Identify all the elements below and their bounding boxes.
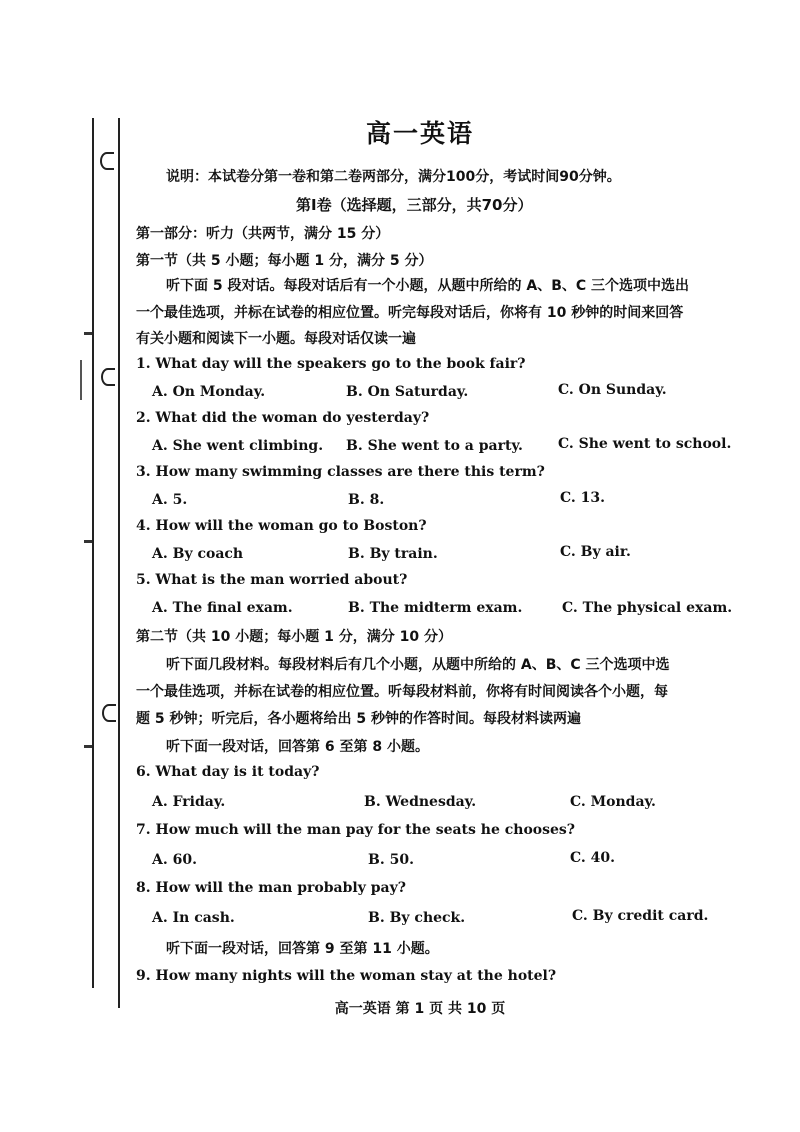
exam-title: 高一英语	[365, 119, 474, 148]
question-stem: 5. What is the man worried about?	[136, 572, 408, 588]
option-a: A. 60.	[152, 852, 197, 868]
option-a: A. By coach	[152, 546, 244, 562]
question-stem: 2. What did the woman do yesterday?	[136, 410, 430, 426]
section2-heading: 第二节（共 10 小题；每小题 1 分，满分 10 分）	[136, 629, 452, 645]
question-stem: 7. How much will the man pay for the seats he chooses?	[136, 822, 575, 838]
margin-mark	[84, 745, 92, 748]
binding-line-inner	[118, 118, 120, 1008]
option-c: C. The physical exam.	[562, 600, 733, 616]
option-c: C. 13.	[560, 490, 606, 506]
option-a: A. In cash.	[152, 910, 235, 926]
option-b: B. The midterm exam.	[348, 600, 523, 616]
dialogue-prompt: 听下面一段对话，回答第 6 至第 8 小题。	[166, 739, 429, 755]
question-stem: 8. How will the man probably pay?	[136, 880, 406, 896]
margin-dash	[80, 360, 82, 400]
option-a: A. The final exam.	[152, 600, 293, 616]
section1-directions-line: 听下面 5 段对话。每段对话后有一个小题，从题中所给的 A、B、C 三个选项中选出	[166, 278, 690, 294]
option-a: A. She went climbing.	[152, 438, 324, 454]
volume-heading: 第Ⅰ卷（选择题，三部分，共70分）	[296, 196, 533, 214]
section2-directions-line: 题 5 秒钟；听完后，各小题将给出 5 秒钟的作答时间。每段材料读两遍	[136, 711, 581, 727]
section1-heading: 第一节（共 5 小题；每小题 1 分，满分 5 分）	[136, 253, 433, 269]
binding-line-outer	[92, 118, 94, 988]
question-stem: 4. How will the woman go to Boston?	[136, 518, 427, 534]
margin-mark	[84, 332, 92, 335]
option-c: C. She went to school.	[558, 436, 732, 452]
option-c: C. By credit card.	[572, 908, 709, 924]
option-b: B. She went to a party.	[346, 438, 523, 454]
question-stem: 3. How many swimming classes are there this term?	[136, 464, 545, 480]
option-b: B. 50.	[368, 852, 414, 868]
option-c: C. 40.	[570, 850, 616, 866]
option-c: C. On Sunday.	[558, 382, 667, 398]
margin-mark	[84, 540, 92, 543]
section1-directions-line: 有关小题和阅读下一小题。每段对话仅读一遍	[136, 331, 416, 347]
option-b: B. 8.	[348, 492, 385, 508]
page-footer: 高一英语 第 1 页 共 10 页	[334, 1001, 506, 1017]
option-a: A. 5.	[152, 492, 188, 508]
question-stem: 1. What day will the speakers go to the book fair?	[136, 356, 526, 372]
option-a: A. Friday.	[152, 794, 226, 810]
option-b: B. By check.	[368, 910, 466, 926]
option-b: B. Wednesday.	[364, 794, 477, 810]
question-stem: 6. What day is it today?	[136, 764, 320, 780]
question-stem: 9. How many nights will the woman stay at the hotel?	[136, 968, 557, 984]
part1-heading: 第一部分：听力（共两节，满分 15 分）	[136, 226, 390, 242]
exam-instructions: 说明：本试卷分第一卷和第二卷两部分，满分100分，考试时间90分钟。	[166, 169, 621, 185]
binding-hole-middle	[101, 368, 115, 386]
section2-directions-line: 听下面几段材料。每段材料后有几个小题，从题中所给的 A、B、C 三个选项中选	[166, 657, 670, 673]
binding-hole-bottom	[102, 704, 116, 722]
option-c: C. By air.	[560, 544, 631, 560]
section2-directions-line: 一个最佳选项，并标在试卷的相应位置。听每段材料前，你将有时间阅读各个小题，每	[136, 684, 668, 700]
option-a: A. On Monday.	[152, 384, 266, 400]
option-c: C. Monday.	[570, 794, 656, 810]
binding-hole-top	[100, 152, 114, 170]
dialogue-prompt: 听下面一段对话，回答第 9 至第 11 小题。	[166, 941, 439, 957]
section1-directions-line: 一个最佳选项，并标在试卷的相应位置。听完每段对话后，你将有 10 秒钟的时间来回答	[136, 305, 684, 321]
option-b: B. On Saturday.	[346, 384, 469, 400]
option-b: B. By train.	[348, 546, 438, 562]
